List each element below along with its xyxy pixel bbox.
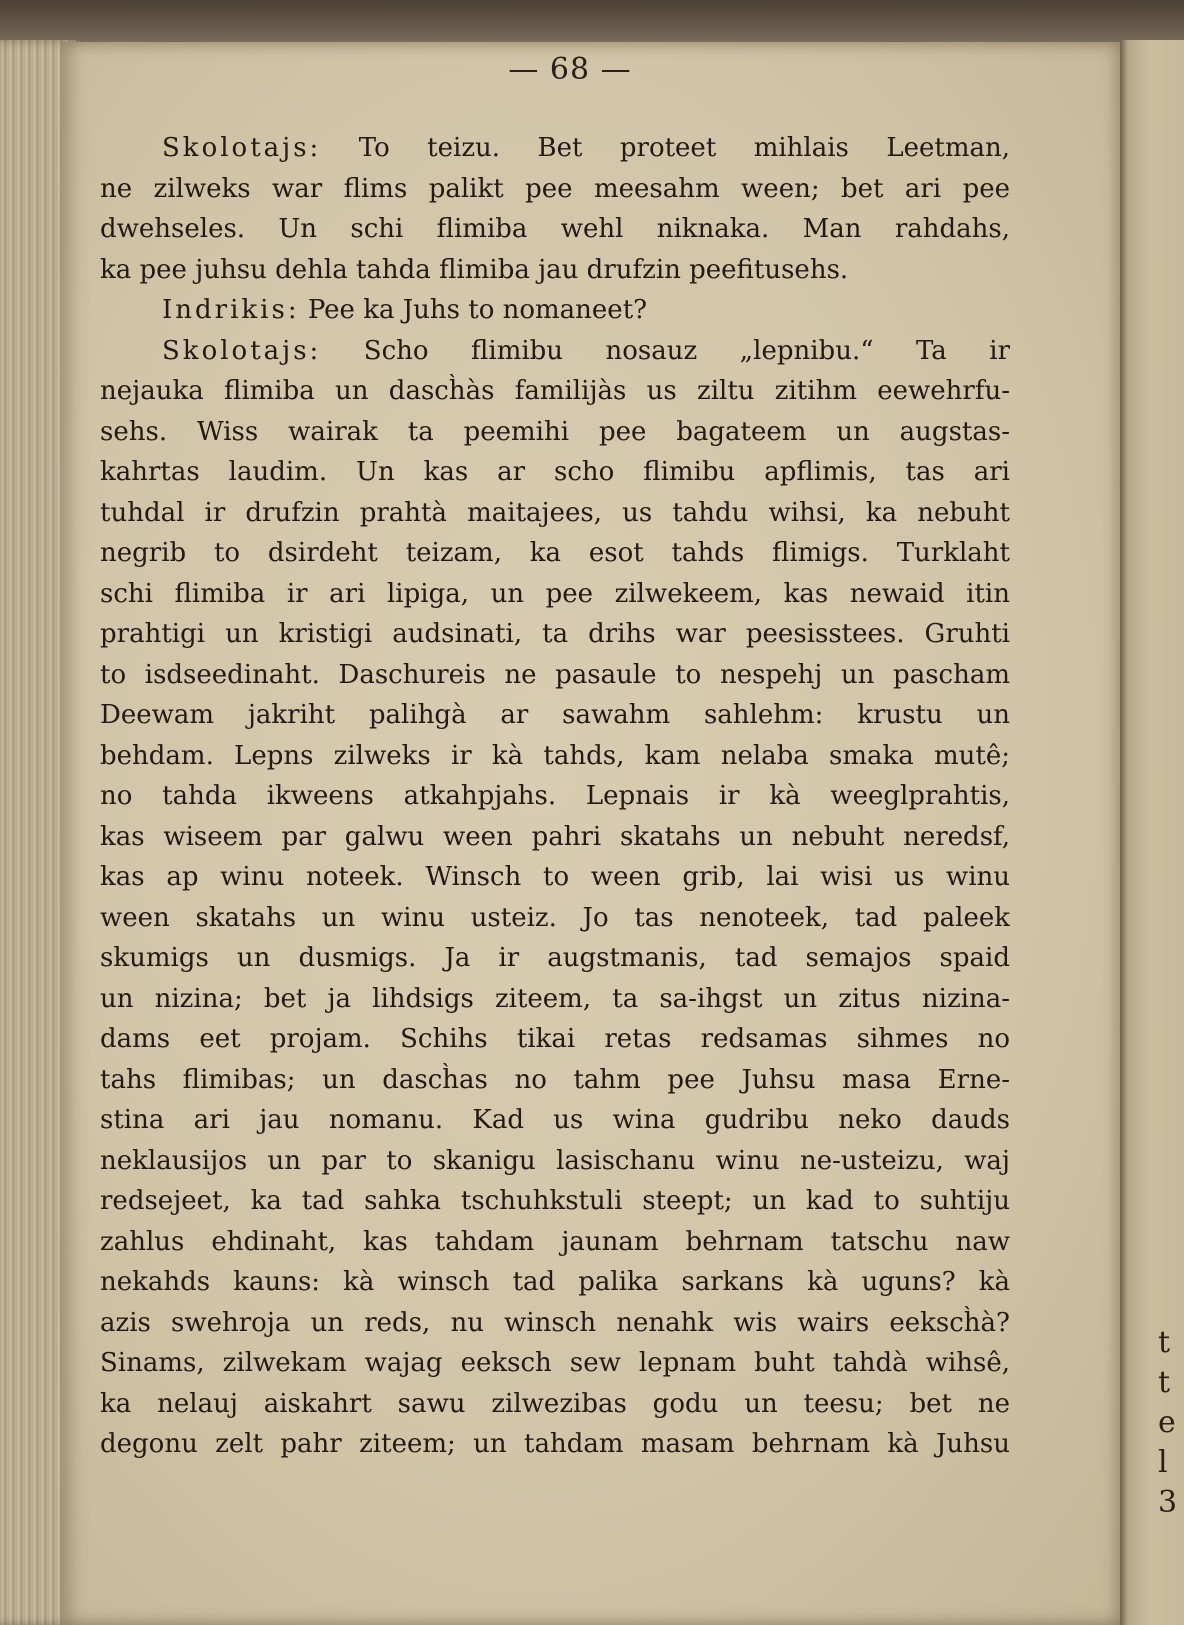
text-line: ka nelauj aiskahrt sawu zilwezibas godu un teesu; bet ne [100,1388,1010,1419]
text-line: azis swehroja un reds, nu winsch nenahk wis wairs eeksch̀à? [100,1307,1010,1338]
text-line [100,128,1010,169]
text-line: kahrtas laudim. Un kas ar scho flimibu apflimis, tas ari [100,457,1010,487]
text-line: sehs. Wiss wairak ta peemihi pee bagateem un augstas- [100,416,1010,447]
line-text: Pee ka Juhs to nomaneet? [307,295,648,325]
text-line [100,331,1010,372]
text-line: behdam. Lepns zilweks ir kà tahds, kam nelaba smaka mutê; [100,740,1010,771]
text-line: Deewam jakriht palihgà ar sawahm sahlehm: krustu un [100,700,1010,730]
text-line: kas ap winu noteek. Winsch to ween grib, lai wisi us winu [100,862,1010,892]
text-line: ka pee juhsu dehla tahda flimiba jau drufzin peefitusehs. [100,254,849,285]
next-page-edge [1120,40,1184,1625]
speaker-label: Skolotajs: [162,133,322,163]
text-line: stina ari jau nomanu. Kad us wina gudribu neko dauds [100,1105,1010,1135]
text-line: dams eet projam. Schihs tikai retas redsamas sihmes no [100,1024,1010,1054]
text-line: un nizina; bet ja lihdsigs ziteem, ta sa-ihgst un zitus nizina- [100,983,1010,1014]
text-line: nekahds kauns: kà winsch tad palika sarkans kà uguns? kà [100,1267,1010,1297]
text-line: prahtigi un kristigi audsinati, ta drihs war peesisstees. Gruhti [100,619,1010,649]
text-line: dwehseles. Un schi flimiba wehl niknaka. Man rahdahs, [100,214,1010,244]
text-line: negrib to dsirdeht teizam, ka esot tahds flimigs. Turklaht [100,538,1010,568]
text-line: tahs flimibas; un dasch̀as no tahm pee Juhsu masa Erne- [100,1064,1010,1095]
text-line: nejauka flimiba un dasch̀às familijàs us ziltu zitihm eewehrfu- [100,376,1010,406]
next-page-fragment: 3 [1158,1485,1178,1520]
text-line: Sinams, zilwekam wajag eeksch sew lepnam buht tahdà wihsê, [100,1348,1010,1378]
text-line: tuhdal ir drufzin prahtà maitajees, us tahdu wihsi, ka nebuht [100,497,1010,528]
speaker-label: Indrikis: [162,295,300,325]
next-page-fragment: l [1158,1445,1168,1480]
text-line: schi flimiba ir ari lipiga, un pee zilwekeem, kas newaid itin [100,578,1010,609]
line-text: To teizu. Bet proteet mihlais Leetman, [358,133,1010,163]
speaker-label: Skolotajs: [162,335,322,366]
text-line [100,290,1010,331]
next-page-fragment: t [1158,1365,1171,1400]
text-line: redsejeet, ka tad sahka tschuhkstuli steept; un kad to suhtiju [100,1186,1010,1216]
text-line: no tahda ikweens atkahpjahs. Lepnais ir kà weeglprahtis, [100,781,1010,811]
next-page-fragment: t [1158,1325,1171,1360]
text-line: to isdseedinaht. Daschureis ne pasaule to nespehj un pascham [100,659,1010,690]
text-line: ne zilweks war flims palikt pee meesahm ween; bet ari pee [100,173,1010,204]
text-line: kas wiseem par galwu ween pahri skatahs un nebuht neredsf, [100,821,1010,852]
text-line: neklausijos un par to skanigu lasischanu winu ne-usteizu, waj [100,1145,1010,1176]
page-body [100,128,1010,1465]
text-line: zahlus ehdinaht, kas tahdam jaunam behrnam tatschu naw [100,1226,1010,1257]
text-line: skumigs un dusmigs. Ja ir augstmanis, tad semajos spaid [100,943,1010,973]
text-line: degonu zelt pahr ziteem; un tahdam masam behrnam kà Juhsu [100,1429,1010,1459]
line-text: Scho flimibu nosauz „lepnibu.“ Ta ir [363,335,1010,366]
page-number: — 68 — [508,52,632,87]
text-line: ween skatahs un winu usteiz. Jo tas nenoteek, tad paleek [100,902,1010,933]
next-page-fragment: e [1158,1405,1176,1440]
